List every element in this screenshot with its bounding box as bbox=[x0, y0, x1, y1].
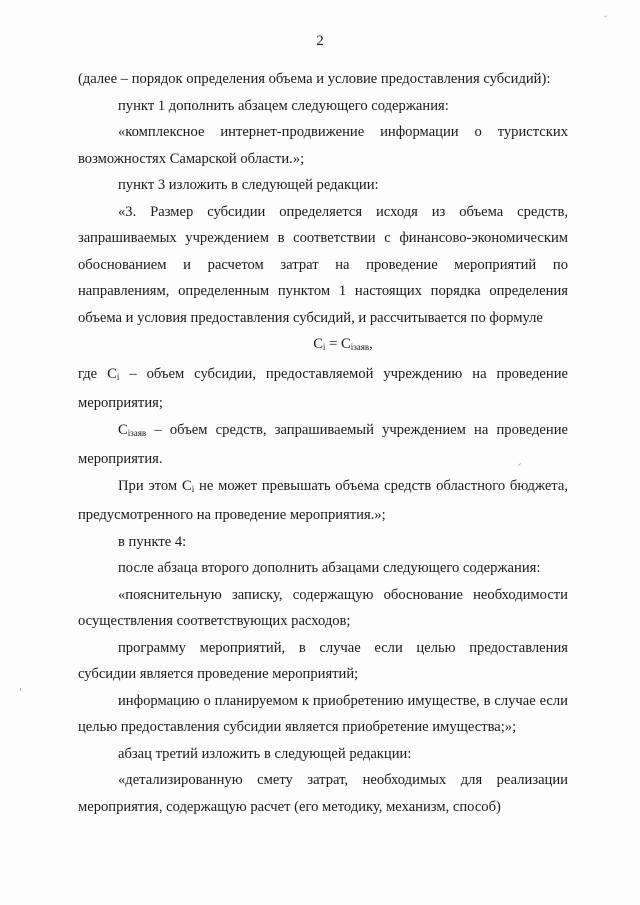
formula-left: C bbox=[313, 336, 323, 352]
document-body bbox=[78, 66, 568, 820]
paragraph-7 bbox=[78, 417, 568, 473]
paragraph-6 bbox=[78, 361, 568, 417]
scan-speck bbox=[604, 15, 607, 17]
paragraph-4: пункт 3 изложить в следующей редакции: bbox=[118, 177, 379, 193]
paragraph-6-start: где C bbox=[78, 365, 117, 382]
paragraph-15: «детализированную смету затрат, необходимых для реализации мероприятия, содержащую расчет (его методику, механизм, способ) bbox=[78, 772, 568, 815]
paragraph-11: «пояснительную записку, содержащую обоснование необходимости осуществления соответствующих расходов; bbox=[78, 586, 568, 629]
formula-right-sub: iзаяв bbox=[350, 342, 370, 352]
paragraph-7-rest: – объем средств, запрашиваемый учреждением на проведение мероприятия. bbox=[78, 421, 568, 467]
paragraph-3: «комплексное интернет-продвижение информации о туристских возможностях Самарской области.»; bbox=[78, 124, 568, 167]
paragraph-6-rest: – объем субсидии, предоставляемой учреждению на проведение мероприятия; bbox=[78, 365, 568, 411]
paragraph-13: информацию о планируемом к приобретению имуществе, в случае если целью предоставления субсидии является приобретение имущества;»; bbox=[78, 692, 568, 735]
paragraph-5: «3. Размер субсидии определяется исходя из объема средств, запрашиваемых учреждением в соответствии с финансово-экономическим обоснованием и расчетом затрат на проведение мероприятий по направлениям, определенным пунктом 1 настоящих порядка определения объема и условия предоставления субсидий, и рассчитывается по формуле bbox=[78, 203, 568, 326]
paragraph-10: после абзаца второго дополнить абзацами следующего содержания: bbox=[118, 560, 541, 576]
scan-speck bbox=[20, 688, 21, 691]
paragraph-8-rest: не может превышать объема средств областного бюджета, предусмотренного на проведение мероприятия.»; bbox=[78, 477, 568, 523]
formula-end: , bbox=[369, 336, 373, 352]
paragraph-12: программу мероприятий, в случае если целью предоставления субсидии является проведение мероприятий; bbox=[78, 639, 568, 682]
paragraph-8-sub: i bbox=[191, 483, 195, 494]
paragraph-1: (далее – порядок определения объема и условие предоставления субсидий): bbox=[78, 71, 551, 87]
paragraph-7-sub: iзаяв bbox=[127, 427, 147, 438]
paragraph-7-start: C bbox=[118, 421, 128, 438]
paragraph-14: абзац третий изложить в следующей редакции: bbox=[118, 745, 412, 762]
paragraph-8-start: При этом C bbox=[118, 477, 192, 494]
paragraph-9: в пункте 4: bbox=[118, 533, 187, 550]
paragraph-2: пункт 1 дополнить абзацем следующего содержания: bbox=[118, 97, 449, 114]
paragraph-6-sub: i bbox=[116, 371, 120, 382]
formula-equals: = C bbox=[325, 336, 351, 352]
formula bbox=[78, 331, 568, 361]
paragraph-8 bbox=[78, 473, 568, 529]
page-number: 2 bbox=[316, 33, 324, 49]
formula-left-sub: i bbox=[322, 342, 326, 352]
